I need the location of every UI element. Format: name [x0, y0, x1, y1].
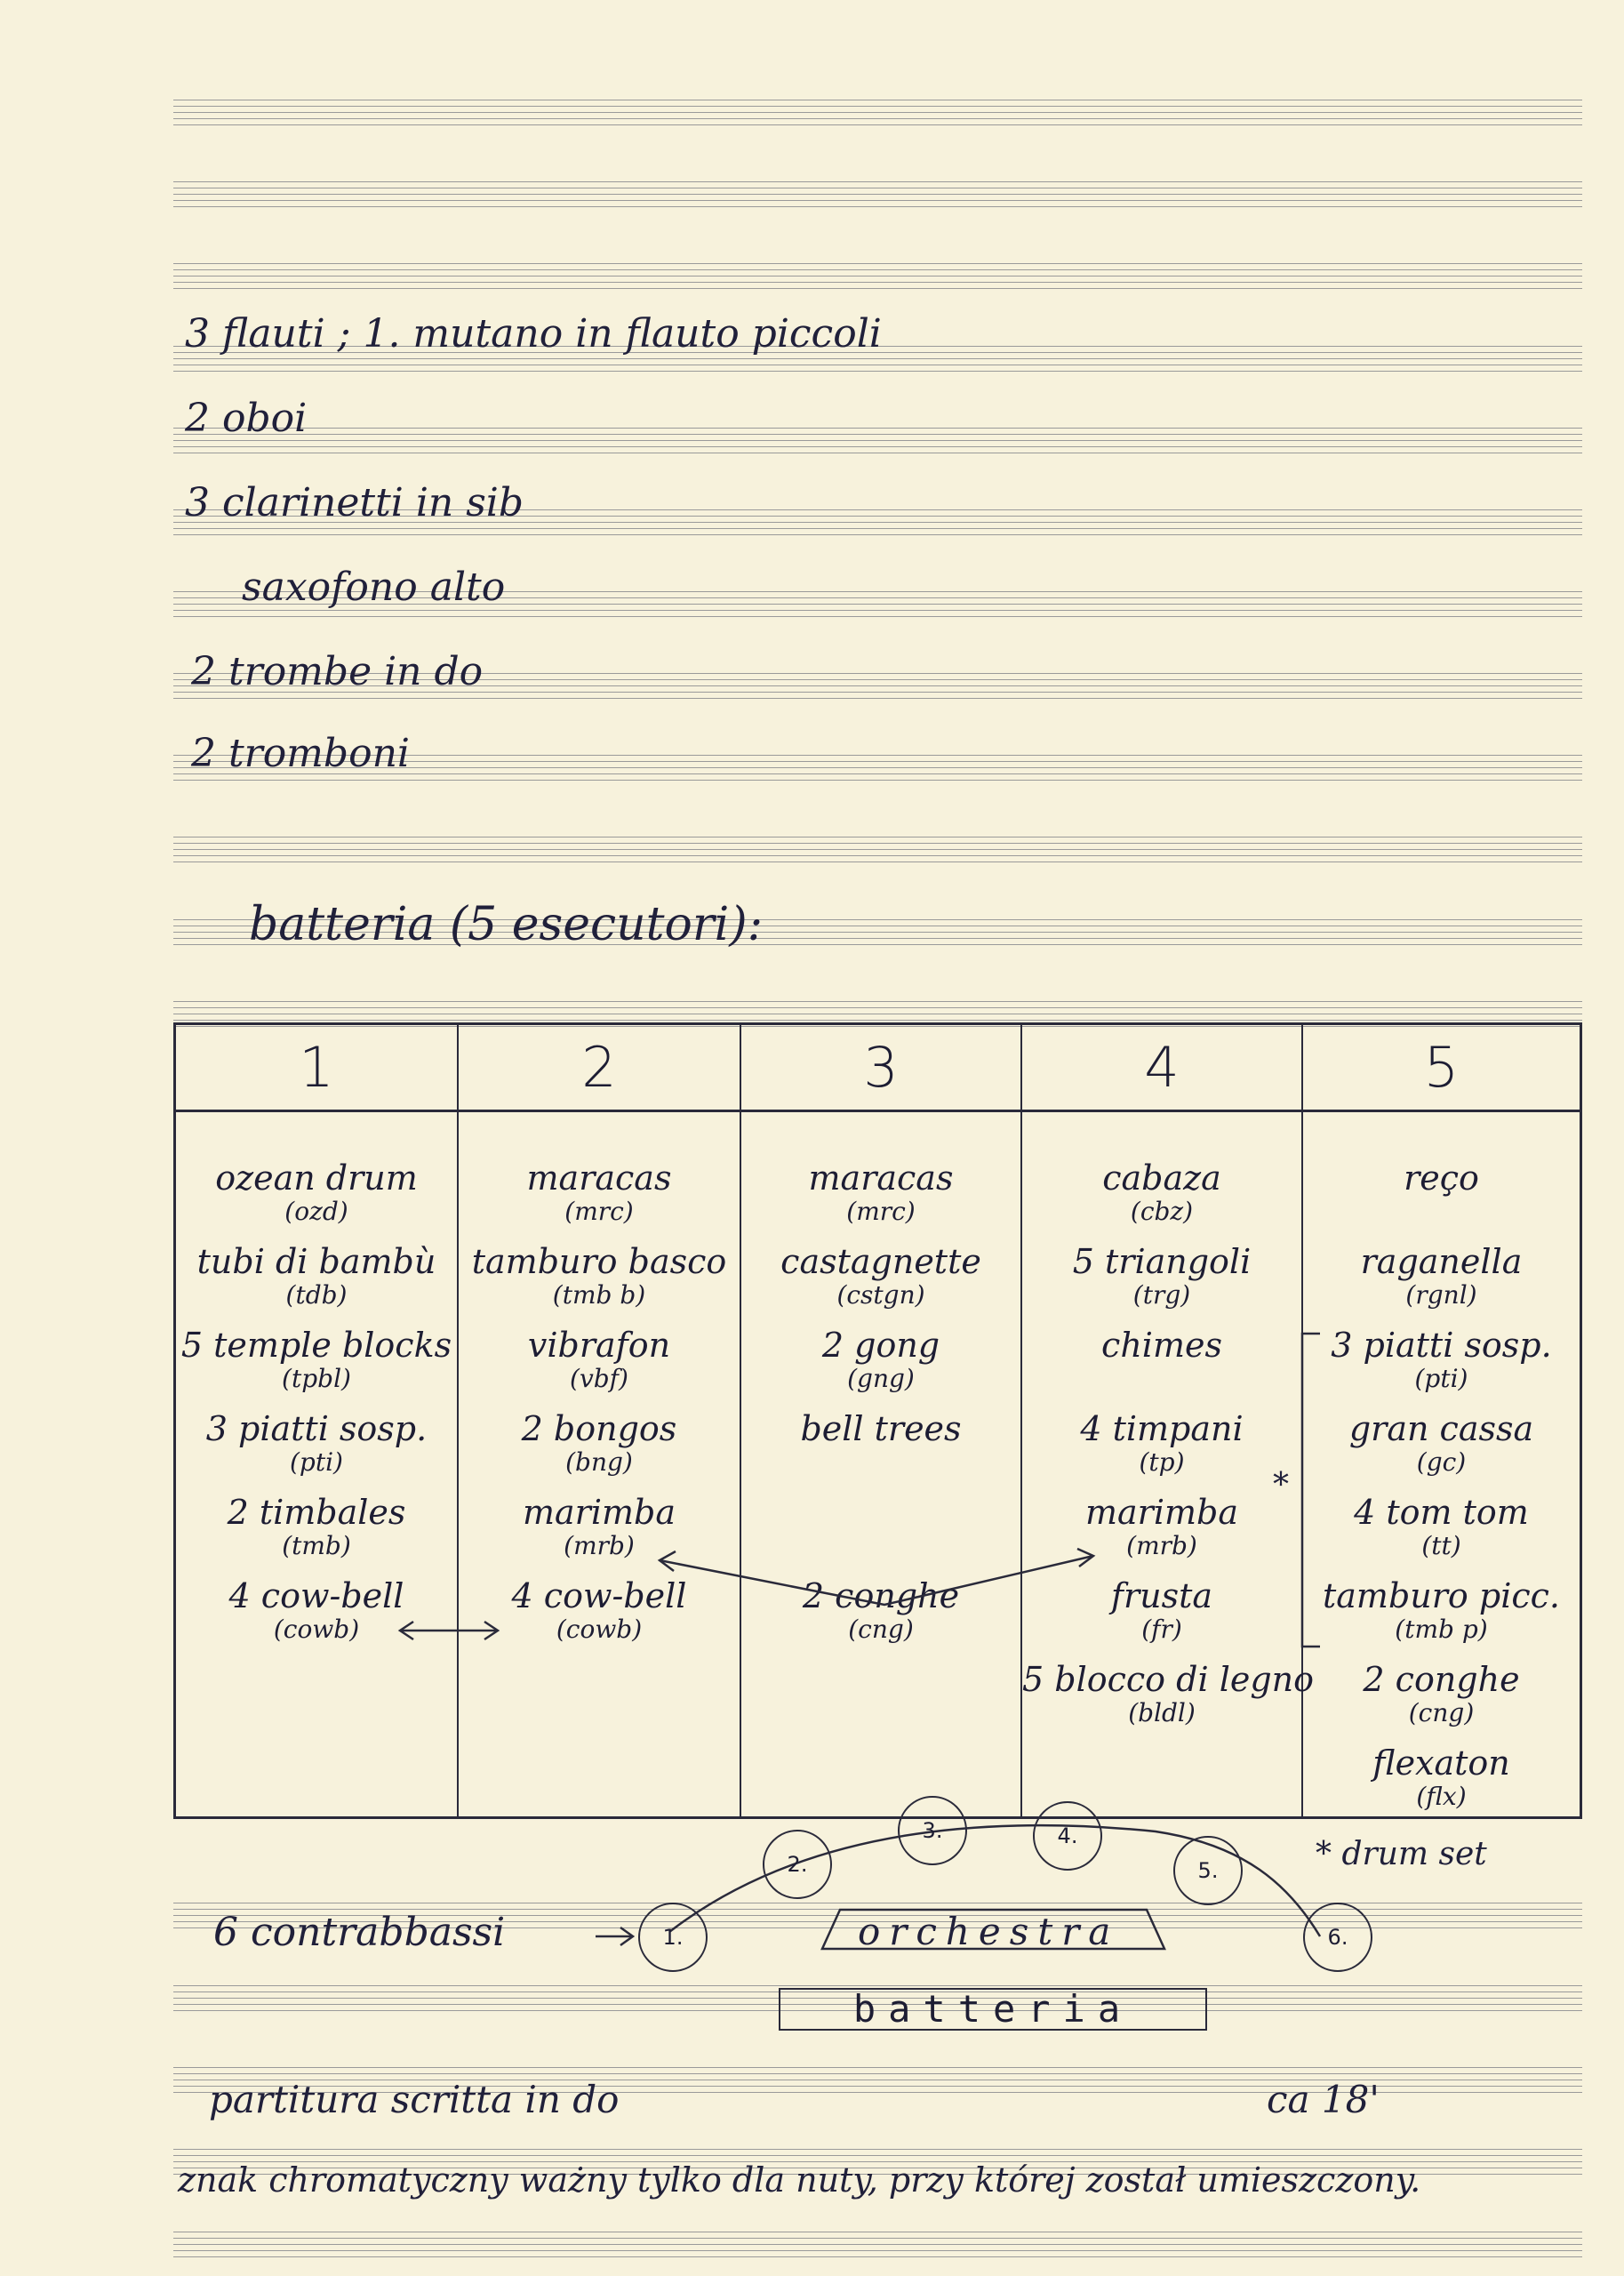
drum-set-note: * drum set [1316, 1836, 1487, 1872]
instrument-abbreviation: (ozd) [284, 1197, 348, 1226]
column-number: 1 [299, 1035, 334, 1100]
instrument-name: tubi di bambù [196, 1242, 436, 1281]
column-number: 2 [581, 1035, 617, 1100]
instrument-abbreviation: (mrb) [1126, 1531, 1197, 1560]
instrument-name: castagnette [780, 1242, 981, 1281]
column-number: 3 [863, 1035, 899, 1100]
accidental-note: znak chromatyczny ważny tylko dla nuty, przy której został umieszczony. [178, 2160, 1421, 2200]
instrument-name: 2 conghe [802, 1576, 960, 1615]
instrument-name: 5 triangoli [1072, 1242, 1252, 1281]
instrument-name: marimba [522, 1493, 676, 1532]
batteria-box-label: batteria [779, 1988, 1207, 2031]
position-2: 2. [763, 1830, 832, 1899]
instrument-name: cabaza [1102, 1158, 1221, 1198]
instrument-abbreviation: (mrb) [564, 1531, 635, 1560]
instrument-abbreviation: (mrc) [846, 1197, 916, 1226]
instrument-abbreviation: (cbz) [1130, 1197, 1194, 1226]
instrument-name: maracas [526, 1158, 672, 1198]
instrument-name: maracas [808, 1158, 954, 1198]
instrument-abbreviation: (bng) [565, 1447, 633, 1477]
instrument-name: 4 cow-bell [228, 1576, 404, 1615]
instrument-name: tamburo basco [471, 1242, 727, 1281]
asterisk-mark: * [1273, 1467, 1289, 1503]
instrument-name: 3 piatti sosp. [205, 1409, 428, 1448]
instrument-abbreviation: (tdb) [285, 1280, 348, 1310]
instrument-name: 4 tom tom [1354, 1493, 1529, 1532]
instrument-abbreviation: (tt) [1421, 1531, 1461, 1560]
instrument-oboes: 2 oboi [185, 396, 308, 441]
position-1: 1. [638, 1903, 708, 1972]
instrument-abbreviation: (cng) [848, 1615, 914, 1644]
instrument-abbreviation: (pti) [1414, 1364, 1468, 1393]
instrument-flutes: 3 flauti ; 1. mutano in flauto piccoli [185, 311, 882, 357]
instrument-abbreviation: (flx) [1416, 1782, 1467, 1811]
instrument-name: raganella [1360, 1242, 1523, 1281]
instrument-name: frusta [1110, 1576, 1213, 1615]
position-3: 3. [898, 1796, 967, 1865]
column-number: 4 [1144, 1035, 1180, 1100]
duration: ca 18' [1267, 2078, 1380, 2121]
instrument-name: 2 conghe [1363, 1660, 1520, 1699]
position-5: 5. [1173, 1836, 1243, 1905]
position-4: 4. [1033, 1801, 1102, 1871]
instrument-name: 4 timpani [1080, 1409, 1244, 1448]
instrument-abbreviation: (cowb) [556, 1615, 643, 1644]
instrument-name: bell trees [800, 1409, 962, 1448]
column-number: 5 [1423, 1035, 1460, 1100]
instrument-name: ozean drum [215, 1158, 418, 1198]
score-note: partitura scritta in do [209, 2078, 620, 2121]
instrument-abbreviation: (tmb p) [1395, 1615, 1488, 1644]
instrument-name: 5 blocco di legno [1022, 1660, 1315, 1699]
instrument-abbreviation: (gng) [847, 1364, 915, 1393]
instrument-abbreviation: (mrc) [564, 1197, 634, 1226]
instrument-name: 4 cow-bell [511, 1576, 687, 1615]
instrument-abbreviation: (tmb b) [552, 1280, 646, 1310]
instrument-abbreviation: (vbf) [570, 1364, 628, 1393]
instrument-name: reço [1404, 1158, 1479, 1198]
instrument-name: 5 temple blocks [180, 1326, 452, 1365]
instrument-name: 2 gong [821, 1326, 940, 1365]
instrument-abbreviation: (tpbl) [282, 1364, 351, 1393]
instrument-abbreviation: (trg) [1132, 1280, 1191, 1310]
instrument-name: 2 bongos [521, 1409, 677, 1448]
instrument-trumpets: 2 trombe in do [191, 649, 484, 694]
instrument-name: marimba [1084, 1493, 1239, 1532]
orchestra-label: orchestra [858, 1910, 1120, 1953]
instrument-abbreviation: (cng) [1408, 1698, 1475, 1727]
instrument-trombones: 2 tromboni [191, 731, 410, 776]
instrument-name: gran cassa [1348, 1409, 1534, 1448]
instrument-abbreviation: (cowb) [273, 1615, 360, 1644]
instrument-abbreviation: (tp) [1139, 1447, 1185, 1477]
instrument-abbreviation: (tmb) [282, 1531, 351, 1560]
position-6: 6. [1303, 1903, 1372, 1972]
instrument-name: 2 timbales [227, 1493, 406, 1532]
contrabbassi-label: 6 contrabbassi [213, 1910, 506, 1955]
batteria-title: batteria (5 esecutori): [249, 898, 764, 951]
instrument-abbreviation: (cstgn) [836, 1280, 925, 1310]
instrument-abbreviation: (gc) [1416, 1447, 1467, 1477]
instrument-saxophone: saxofono alto [242, 565, 506, 610]
instrument-name: chimes [1101, 1326, 1222, 1365]
instrument-abbreviation: (bldl) [1128, 1698, 1196, 1727]
instrument-name: flexaton [1372, 1743, 1510, 1783]
instrument-abbreviation: (rgnl) [1405, 1280, 1477, 1310]
instrument-name: 3 piatti sosp. [1331, 1326, 1552, 1365]
instrument-name: vibrafon [527, 1326, 671, 1365]
instrument-name: tamburo picc. [1322, 1576, 1560, 1615]
instrument-abbreviation: (fr) [1141, 1615, 1182, 1644]
instrument-abbreviation: (pti) [290, 1447, 343, 1477]
instrument-clarinets: 3 clarinetti in sib [185, 480, 524, 525]
